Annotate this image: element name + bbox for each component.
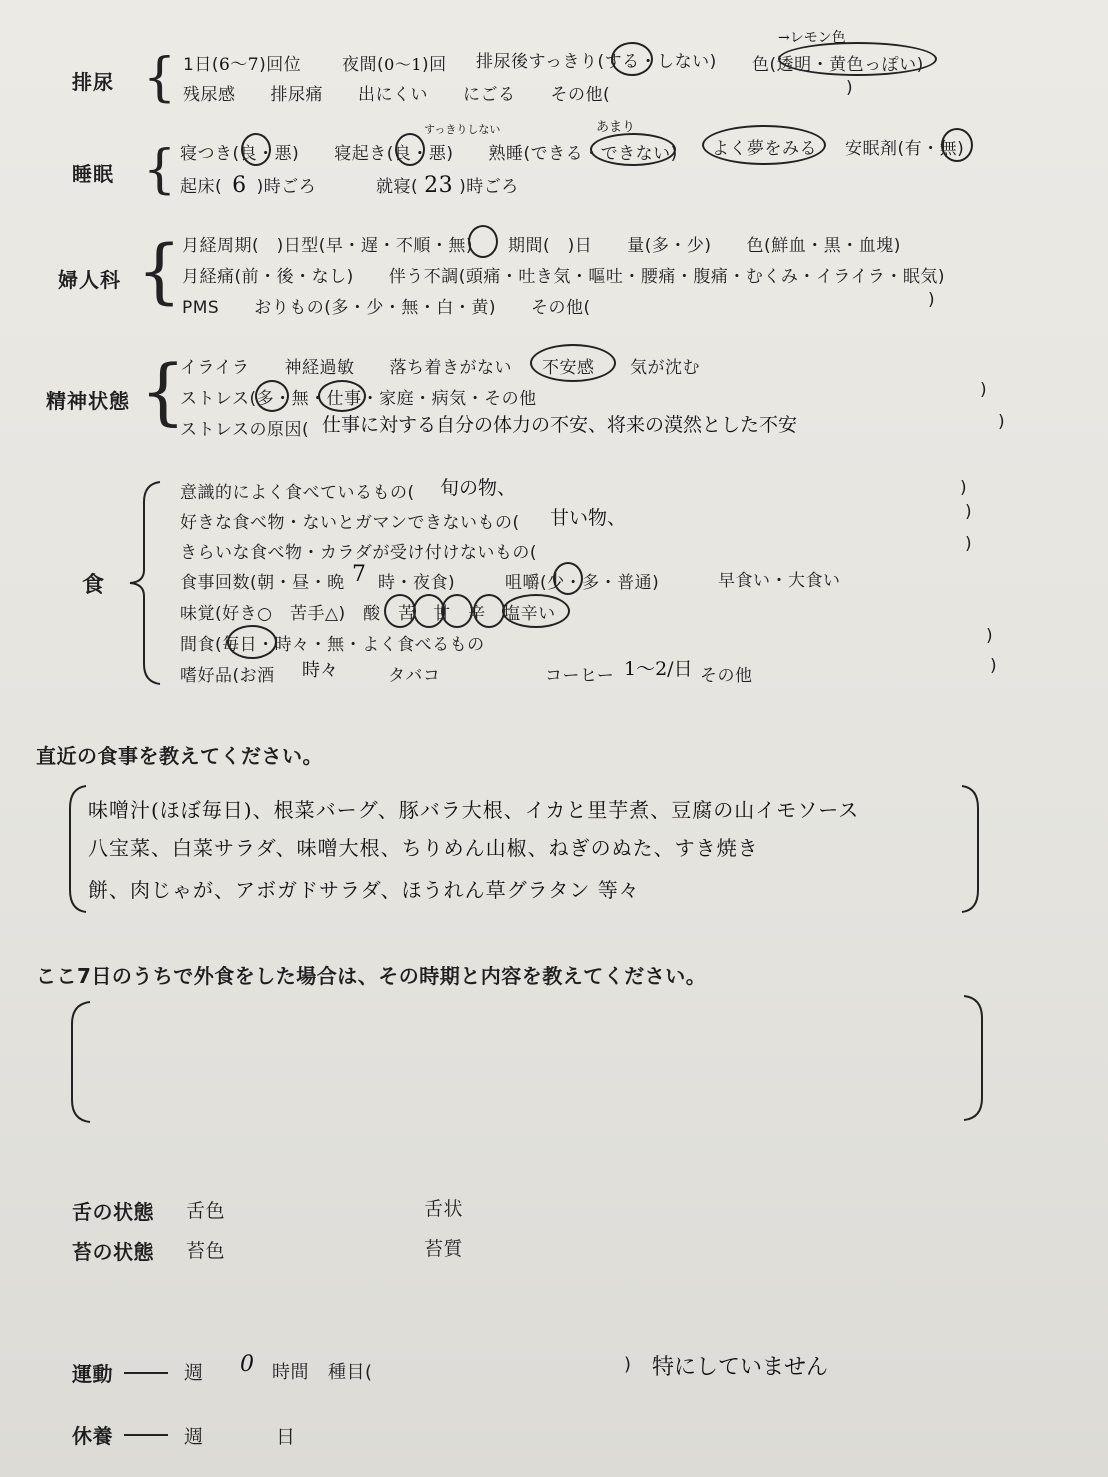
gyn-heading: 婦人科: [58, 268, 121, 292]
sleep-brace: {: [143, 140, 177, 200]
exercise-hours-label: 時間: [272, 1362, 309, 1383]
food-conscious-end: ): [960, 478, 968, 498]
mental-symptoms: イライラ 神経過敏 落ち着きがない: [180, 358, 512, 378]
recent-meals-line1: 味噌汁(ほぼ毎日)、根菜バーグ、豚バラ大根、イカと里芋煮、豆腐の山イモソース: [88, 798, 860, 822]
coating-quality-label: 苔質: [424, 1238, 464, 1260]
exercise-week: 週: [184, 1362, 204, 1384]
circle-mark-suru: [611, 42, 653, 76]
circle-mark-color: [778, 42, 937, 76]
circle-mark-sour: [384, 594, 416, 628]
recent-meals-title: 直近の食事を教えてください。: [36, 744, 323, 768]
sleep-note-amari: あまり: [596, 120, 636, 135]
food-chewing: 咀嚼(少・多・普通): [505, 573, 660, 593]
circle-mark-sweet: [441, 594, 473, 628]
mental-stress-end: ): [980, 380, 988, 400]
sleep-note-sukkiri: すっきりしない: [424, 123, 501, 136]
food-tobacco: タバコ: [388, 666, 441, 686]
mental-brace: {: [140, 349, 186, 433]
rest-dash: [124, 1434, 168, 1436]
food-coffee-value: 1〜2/日: [624, 658, 693, 680]
food-brace: [126, 478, 166, 688]
urination-symptoms: 残尿感 排尿痛 出にくい にごる その他(: [183, 85, 611, 105]
coating-color-label: 苔色: [186, 1240, 226, 1262]
circle-mark-good-sleep: [241, 133, 271, 166]
circle-mark-good-wake: [395, 133, 425, 166]
circle-mark-none-cycle: [468, 225, 498, 258]
circle-mark-chew-few: [553, 562, 583, 595]
food-dislike-label: きらいな食べ物・カラダが受け付けないもの(: [180, 543, 537, 563]
gyn-brace: {: [137, 230, 182, 312]
recent-meals-line2: 八宝菜、白菜サラダ、味噌大根、ちりめん山椒、ねぎのぬた、すき焼き: [88, 836, 759, 860]
circle-mark-stress-many: [255, 380, 289, 412]
food-favorite-label: 好きな食べ物・ないとガマンできないもの(: [180, 513, 520, 533]
exercise-type-end: ): [624, 1354, 632, 1375]
food-meals-value: 7: [352, 562, 366, 587]
circle-mark-stress-work: [318, 380, 366, 412]
mental-anxiety: 不安感: [542, 358, 595, 378]
mental-heading: 精神状態: [46, 389, 130, 413]
exercise-label: 運動: [72, 1362, 113, 1386]
gyn-other-end: ): [928, 290, 936, 310]
coating-state-label: 苔の状態: [72, 1240, 154, 1264]
food-conscious-value: 旬の物、: [440, 477, 517, 499]
urination-color-note: →レモン色: [778, 30, 846, 46]
urination-heading: 排尿: [72, 70, 114, 94]
urination-after: 排尿後すっきり(する・しない): [476, 52, 717, 72]
exercise-dash: [124, 1372, 168, 1374]
food-coffee: コーヒー: [545, 666, 615, 686]
food-eating-habit: 早食い・大食い: [718, 571, 841, 591]
urination-brace: {: [143, 48, 177, 108]
tongue-state-label: 舌の状態: [72, 1200, 154, 1224]
food-heading: 食: [82, 573, 106, 598]
gyn-cycle: 月経周期( )日型(早・遅・不順・無) 期間( )日 量(多・少) 色(鮮血・黒・血塊): [182, 236, 901, 256]
sleep-quality: 寝つき(良・悪) 寝起き(良・悪) 熟睡(できる・できない): [180, 144, 678, 164]
eating-out-title: ここ7日のうちで外食をした場合は、その時期と内容を教えてください。: [36, 964, 707, 988]
food-taste: 味覚(好き○ 苦手△) 酸 苦 甘 辛 塩辛い: [180, 604, 556, 624]
food-other-end: ): [990, 656, 998, 676]
sleep-wake: 起床( 6 )時ごろ: [180, 173, 317, 198]
exercise-hours-value: 0: [240, 1352, 254, 1377]
sleep-bed: 就寝( 23 )時ごろ: [376, 173, 519, 198]
urination-other-end: ): [846, 78, 854, 98]
exercise-type-label: 種目(: [328, 1362, 373, 1383]
food-preference-label: 嗜好品(お酒: [180, 666, 275, 686]
food-dislike-end: ): [965, 534, 973, 554]
circle-mark-salty: [502, 594, 570, 628]
rest-week: 週: [184, 1426, 204, 1448]
circle-mark-snack-daily: [227, 625, 277, 659]
urination-color: 色(透明・黄色っぽい): [752, 55, 924, 75]
food-favorite-value: 甘い物、: [550, 507, 627, 529]
gyn-pms: PMS おりもの(多・少・無・白・黄) その他(: [182, 298, 591, 318]
urination-night: 夜間(0〜1)回: [342, 55, 447, 75]
circle-mark-cannot: [590, 133, 676, 166]
sleep-heading: 睡眠: [72, 162, 114, 186]
rest-label: 休養: [72, 1424, 113, 1448]
food-other: その他: [700, 666, 753, 686]
eating-out-bracket-right: [962, 994, 988, 1122]
circle-mark-anxiety: [530, 344, 616, 382]
tongue-shape-label: 舌状: [424, 1198, 464, 1220]
mental-stress: ストレス(多・無・仕事・家庭・病気・その他: [180, 389, 537, 409]
circle-mark-dream: [702, 125, 826, 165]
gyn-pain: 月経痛(前・後・なし) 伴う不調(頭痛・吐き気・嘔吐・腰痛・腹痛・むくみ・イライラ・眠気): [182, 267, 946, 287]
sleep-pill: 安眠剤(有・無): [845, 139, 965, 159]
mental-stress-cause-label: ストレスの原因(: [180, 420, 310, 440]
recent-meals-bracket-right: [960, 784, 982, 914]
recent-meals-bracket-left: [66, 784, 88, 914]
exercise-note: 特にしていません: [652, 1355, 829, 1380]
food-conscious-label: 意識的によく食べているもの(: [180, 483, 415, 503]
circle-mark-no-pill: [941, 128, 973, 162]
tongue-color-label: 舌色: [186, 1200, 226, 1222]
mental-stress-cause-end: ): [998, 412, 1006, 432]
mental-depressed: 気が沈む: [630, 358, 700, 378]
food-snack: 間食(毎日・時々・無・よく食べるもの: [180, 635, 485, 655]
eating-out-bracket-left: [66, 1000, 92, 1124]
recent-meals-line3: 餅、肉じゃが、アボガドサラダ、ほうれん草グラタン 等々: [88, 878, 640, 902]
food-meals-label: 食事回数(朝・昼・晩: [180, 573, 345, 593]
rest-day: 日: [276, 1426, 296, 1448]
food-favorite-end: ): [965, 502, 973, 522]
sleep-dream: よく夢をみる: [712, 139, 817, 159]
circle-mark-spicy: [473, 594, 505, 628]
food-snack-end: ): [986, 626, 994, 646]
food-meals-end: 時・夜食): [378, 573, 456, 593]
food-alcohol-value: 時々: [302, 660, 338, 681]
urination-freq-label: 1日(6〜7)回位: [183, 55, 302, 75]
mental-stress-cause: 仕事に対する自分の体力の不安、将来の漠然とした不安: [322, 414, 798, 436]
